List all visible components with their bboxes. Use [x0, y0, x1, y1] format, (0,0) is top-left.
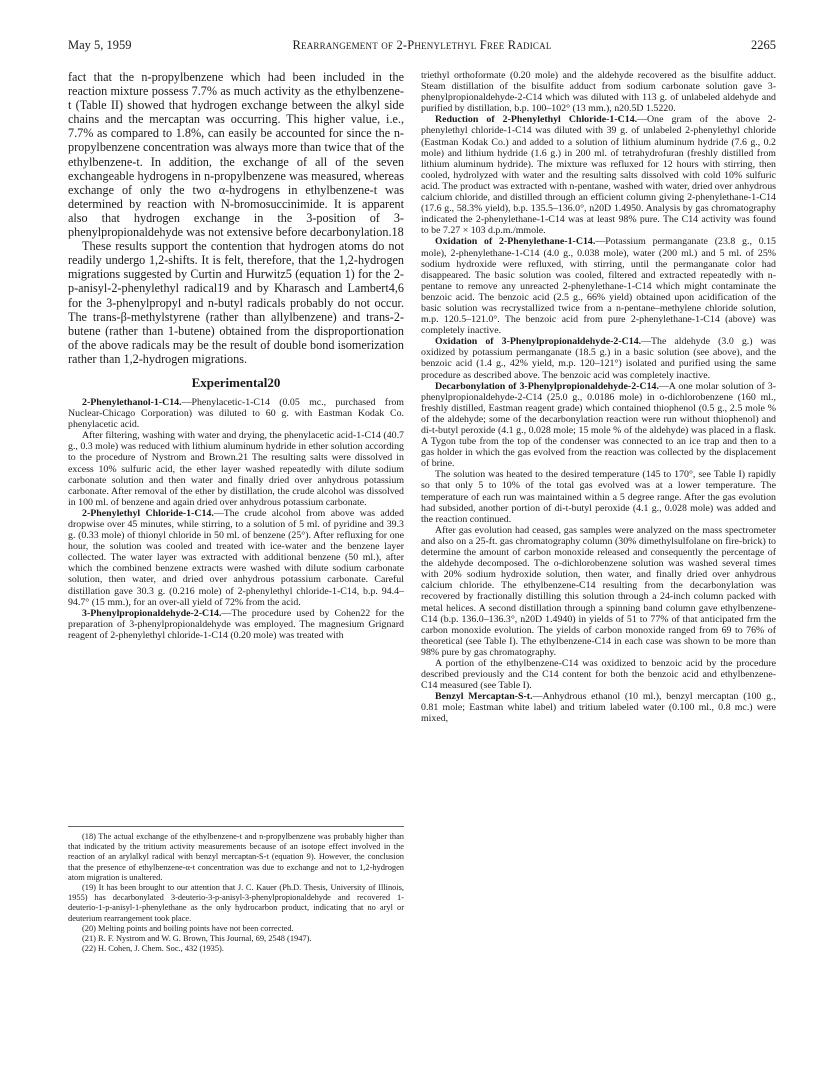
paragraph-text: —Phenylacetic-1-C14 (0.05 mc., purchased from Nuclear-Chicago Corporation) was diluted to 60 g. with Eastman Kodak Co. phenylacetic acid. [68, 396, 404, 431]
paragraph-text: —The crude alcohol from above was added dropwise over 45 minutes, while stirring, to a solution of 5 ml. of pyridine and 39.3 g. (0.33 mole) of thionyl chloride in 50 ml. of benzene (25°). After refluxing for one hour, the solution was cooled and treated with ice-water and the benzene layer collected. The water layer was extracted with additional benzene (50 ml.), after which the combined benzene extracts were washed with dilute sodium carbonate solution, then water, and dried over anhydrous potassium carbonate. Careful distillation gave 30.3 g. (0.216 mole) of 2-phenylethyl chloride-1-C14, b.p. 94.4–94.7° (15 mm.), for an over-all yield of 72% from the acid. [68, 507, 404, 608]
footnote: (22) H. Cohen, J. Chem. Soc., 432 (1935). [82, 944, 224, 954]
paragraph: fact that the n-propylbenzene which had been included in the reaction mixture possess 7.7% as much activity as the ethylbenzene-t (Table II) showed that hydrogen exchange between the alkyl side chains and the mercaptan was occurring. This higher value, i.e., 7.7% as compared to 1.8%, can easily be accounted for since the n-propylbenzene concentration was always more than twice that of the ethylbenzene-t. In addition, the exchange of all of the seven exchangeable hydrogens in n-propylbenzene was measured, whereas exchange of only the two α-hydrogens in ethylbenzene-t was determined by reaction with N-bromosuccinimide. It is apparent also that hydrogen exchange in the 3-position of 3-phenylpropionaldehyde was not extensive before decarbonylation.18 [68, 70, 404, 240]
paragraph-text: —Anhydrous ethanol (10 ml.), benzyl mercaptan (100 g., 0.81 mole; Eastman white label) and tritium labeled water (0.100 ml., 0.8 mc.) were mixed, [421, 691, 776, 725]
paragraph-text: —The aldehyde (3.0 g.) was oxidized by potassium permanganate (18.5 g.) in a basic solution (see above), and the benzoic acid (1.4 g., 42% yield, m.p. 120–121°) isolated and purified using the same procedure as described above. The benzoic acid was completely inactive. [421, 336, 776, 381]
paragraph [421, 691, 776, 724]
paragraph-title: 2-Phenylethanol-1-C14. [82, 396, 182, 408]
paragraph-title: Decarbonylation of 3-Phenylpropionaldehyde-2-C14. [435, 380, 659, 392]
paragraph: The solution was heated to the desired temperature (145 to 170°, see Table I) rapidly so that only 5 to 10% of the total gas evolved was at a lower temperature. The temperature of each run was maintained within a 5 degree range. After the gas evolution had subsided, another portion of di-t-butyl peroxide (4.1 g., 0.028 mole) was added and the reaction continued. [421, 469, 776, 525]
footnotes [68, 826, 404, 954]
footnote: (21) R. F. Nystrom and W. G. Brown, This Journal, 69, 2548 (1947). [82, 934, 312, 944]
paragraph [68, 397, 404, 430]
paragraph [421, 236, 776, 336]
paragraph-title: Benzyl Mercaptan-S-t. [435, 691, 533, 703]
paragraph-title: 3-Phenylpropionaldehyde-2-C14. [82, 607, 222, 619]
paragraph: A portion of the ethylbenzene-C14 was oxidized to benzoic acid by the procedure described previously and the C14 content for both the benzoic acid and ethylbenzene-C14 measured (see Table I). [421, 657, 776, 692]
running-header [68, 38, 776, 54]
right-column [421, 70, 776, 725]
paragraph [421, 336, 776, 380]
footnote: (18) The actual exchange of the ethylbenzene-t and n-propylbenzene was probably higher than that indicated by the tritium activity measurements because of an isotope effect involved in the reaction of an arylalkyl radical with benzyl mercaptan-S-t (equation 9). However, the conclusion that the presence of ethylbenzene-α-t concentration was due to exchange and not to 1,2-hydrogen atom migration is unaltered. [68, 832, 404, 882]
paragraph-text: —The procedure used by Cohen22 for the preparation of 3-phenylpropionaldehyde was employed. The magnesium Grignard reagent of 2-phenylethyl chloride-1-C14 (0.20 mole) was treated with [68, 607, 404, 641]
paragraph: After gas evolution had ceased, gas samples were analyzed on the mass spectrometer and also on a 25-ft. gas chromatography column (30% dimethylsulfolane on fire-brick) to determine the amount of carbon monoxide released and consequently the percentage of the aldehyde decomposed. The o-dichlorobenzene solution was washed several times with 20% sodium hydroxide solution, then water, and finally dried over anhydrous calcium chloride. The ethylbenzene-C14 resulting from the decarbonylation was recovered by fractionally distilling this solution through a 24-inch column packed with metal helices. A second distillation through a spinning band column gave ethylbenzene-C14 (b.p. 136.0–136.3°, n20D 1.4940) in yields of 51 to 77% of that anticipated frm the carbon monoxide evolution. The yields of carbon monoxide ranged from 69 to 76% of theoretical (see Table I). The ethylbenzene-C14 in each case was shown to be more than 98% pure by gas chromatography. [421, 524, 776, 658]
paragraph [421, 381, 776, 470]
paragraph [68, 608, 404, 641]
footnote: (19) It has been brought to our attention that J. C. Kauer (Ph.D. Thesis, University of Illinois, 1955) has decarbonylated 3-deuterio-3-p-anisyl-3-phenylpropionaldehyde and recovered 1-deuterio-1-p-anisyl-1-phenylethane as the only hydrocarbon product, indicating that no aryl or deuterium rearrangement took place. [68, 883, 404, 923]
paragraph-title: 2-Phenylethyl Chloride-1-C14. [82, 507, 214, 519]
paragraph: After filtering, washing with water and drying, the phenylacetic acid-1-C14 (40.7 g., 0.3 mole) was reduced with lithium aluminum hydride in ether solution according to the procedure of Nystrom and Brown.21 The resulting salts were dissolved in excess 10% sulfuric acid, the ether layer washed repeatedly with dilute sodium carbonate solution and then water and finally dried over anhydrous potassium carbonate. After removal of the ether by distillation, the crude alcohol was dissolved in 100 ml. of benzene and again dried over anhydrous potassium carbonate. [68, 430, 404, 508]
paragraph-title: Oxidation of 3-Phenylpropionaldehyde-2-C14. [435, 336, 642, 348]
paragraph: triethyl orthoformate (0.20 mole) and the aldehyde recovered as the bisulfite adduct. Steam distillation of the bisulfite adduct from sodium carbonate solution gave 3-phenylpropionaldehyde-2-C14 which was diluted with 113 g. of unlabeled aldehyde and purified by distillation, b.p. 100–102° (13 mm.), n20.5D 1.5220. [421, 70, 776, 115]
page-number: 2265 [751, 38, 776, 52]
paragraph-text: —Potassium permanganate (23.8 g., 0.15 mole), 2-phenylethane-1-C14 (4.0 g., 0.038 mole), water (200 ml.) and 5 ml. of 25% sodium hydroxide were refluxed, with stirring, until the permanganate color had disappeared. The basic solution was cooled, filtered and extracted repeatedly with n-pentane to remove any unreacted 2-phenylethane-1-C14 which might contaminate the benzoic acid. The benzoic acid (2.5 g., 66% yield) obtained upon acidification of the basic solution was recrystallized twice from a n-pentane–methylene chloride solution, m.p. 120.5–121.0°. The benzoic acid from pure 2-phenylethane-1-C14 (above) was completely inactive. [421, 236, 776, 337]
header-title: Rearrangement of 2-Phenylethyl Free Radical [292, 38, 552, 52]
paragraph-title: Oxidation of 2-Phenylethane-1-C14. [435, 236, 596, 248]
paragraph [68, 508, 404, 608]
header-date: May 5, 1959 [68, 38, 132, 52]
paragraph-title: Reduction of 2-Phenylethyl Chloride-1-C14. [435, 114, 638, 126]
footnote: (20) Melting points and boiling points have not been corrected. [82, 923, 294, 933]
paragraph-text: —A one molar solution of 3-phenylpropionaldehyde-2-C14 (25.0 g., 0.0186 mole) in o-dichlorobenzene (160 ml., freshly distilled, Eastman reagent grade) which contained thiophenol (0.5 g., 2.5 mole % of the aldehyde; some of the decarbonylation reaction were run without thiophenol) and di-t-butyl peroxide (4.1 g., 0.028 mole; 15 mole % of the aldehyde) was placed in a flask. A Tygon tube from the top of the condenser was connected to an ice trap and then to a gas holder in which the gas evolved from the reaction was collected by the displacement of brine. [421, 380, 776, 470]
paragraph [421, 114, 776, 236]
paragraph: These results support the contention that hydrogen atoms do not readily undergo 1,2-shifts. It is felt, therefore, that the 1,2-hydrogen migrations suggested by Curtin and Hurwitz5 (equation 1) for the 2-p-anisyl-2-phenylethyl radical19 and by Kharasch and Lambert4,6 for the 3-phenylpropyl and n-butyl radicals probably do not occur. The trans-β-methylstyrene (rather than allylbenzene) and trans-2-butene (rather than 1-butene) obtained from the disproportionation of the above radicals may be the result of double bond isomerization rather than 1,2-hydrogen migrations. [68, 239, 404, 366]
paragraph-text: —One gram of the above 2-phenylethyl chloride-1-C14 was diluted with 39 g. of unlabeled 2-phenylethyl chloride (Eastman Kodak Co.) and added to a solution of lithium aluminum hydride (7.6 g., 0.2 mole) and lithium hydride (1.6 g.) in 200 ml. of tetrahydrofuran (freshly distilled from lithium aluminum hydride). The mixture was refluxed for 12 hours with stirring, then cooled, hydrolyzed with water and the resulting salts dissolved with cold 10% sulfuric acid. The product was extracted with n-pentane, washed with water, dried over anhydrous calcium chloride, and distilled through an efficient column giving 2-phenylethane-1-C14 (17.6 g., 58.3% yield), b.p. 135.5–136.0°, n20D 1.4950. Analysis by gas chromatography indicated the 2-phenylethane-1-C14 was at least 98% pure. The C14 activity was found to be 7.27 × 103 d.p.m./mmole. [421, 114, 777, 237]
section-heading: Experimental20 [191, 374, 281, 390]
left-column [68, 70, 404, 641]
